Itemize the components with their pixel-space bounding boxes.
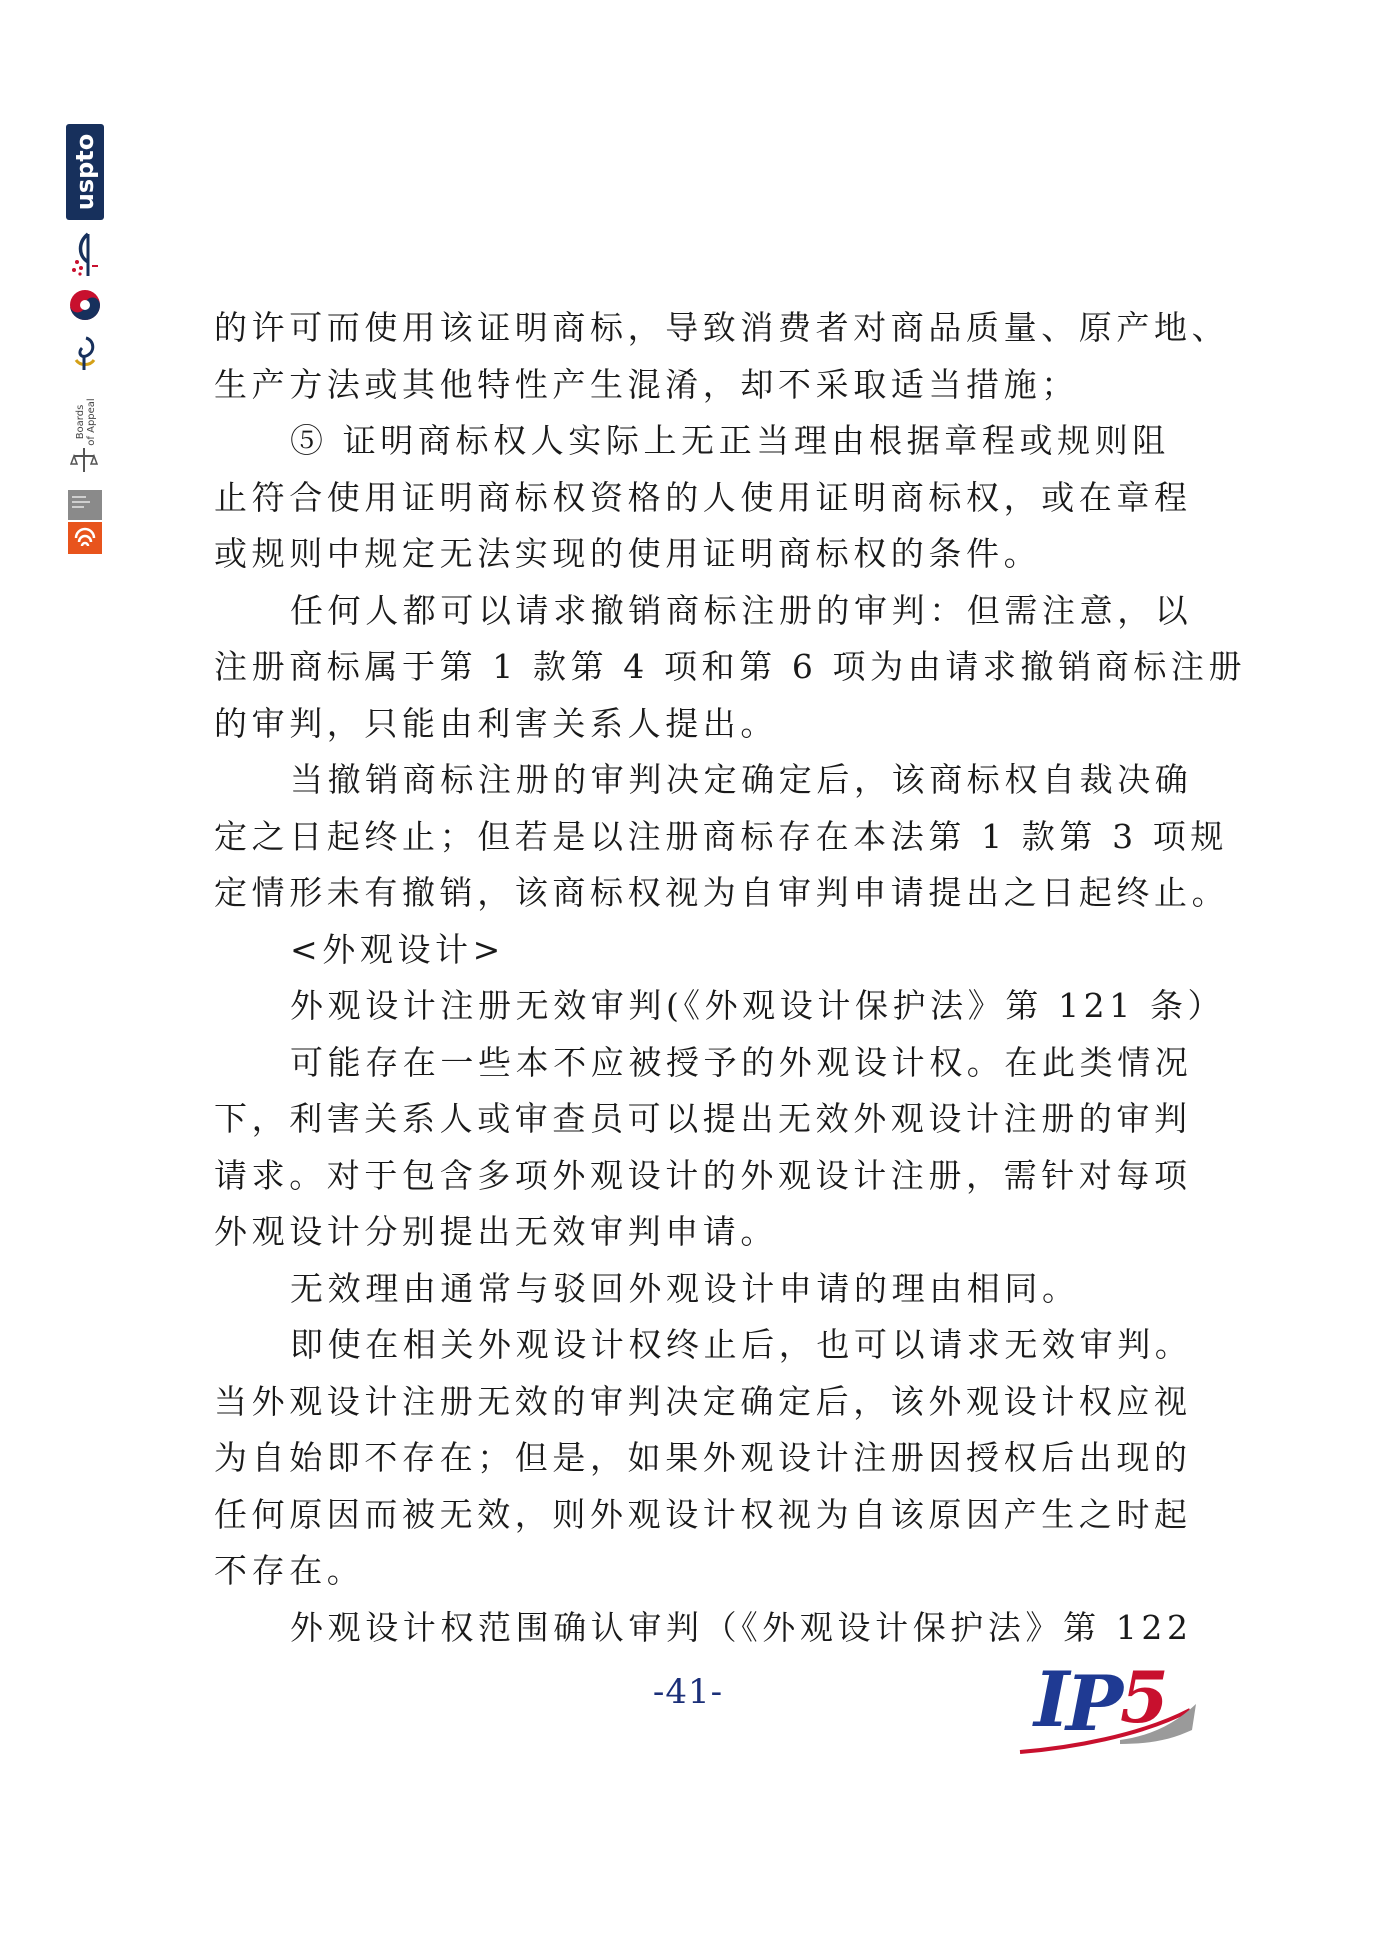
section-heading-design: <外观设计> (290, 929, 505, 969)
body-line-15: 下，利害关系人或审查员可以提出无效外观设计注册的审判 (214, 1099, 1192, 1138)
partner-logo-strip (62, 120, 108, 560)
svg-text:I: I (1034, 1655, 1070, 1744)
body-line-6: 任何人都可以请求撤销商标注册的审判：但需注意，以 (290, 590, 1193, 630)
body-line-8: 的审判，只能由利害关系人提出。 (214, 703, 778, 743)
euipo-logo-icon (68, 490, 102, 554)
cnipa-logo-icon (70, 334, 100, 374)
subheading-design-scope: 外观设计权范围确认审判（《外观设计保护法》第 122 (290, 1607, 1193, 1647)
body-line-5: 或规则中规定无法实现的使用证明商标权的条件。 (214, 534, 1042, 573)
jpo-logo-icon (68, 232, 102, 278)
body-line-10: 定之日起终止；但若是以注册商标存在本法第 1 款第 3 项规 (214, 816, 1228, 856)
body-line-14: 可能存在一些本不应被授予的外观设计权。在此类情况 (290, 1042, 1193, 1082)
boards-emblem-icon (70, 448, 98, 472)
body-line-9: 当撤销商标注册的审判决定确定后，该商标权自裁决确 (290, 760, 1193, 799)
uspto-logo (66, 124, 104, 220)
body-line-17: 外观设计分别提出无效审判申请。 (214, 1212, 778, 1251)
kipo-logo-icon (68, 288, 102, 322)
document-body (214, 300, 1247, 1656)
boards-of-appeal-logo (66, 388, 106, 472)
subheading-design-invalidation: 外观设计注册无效审判(《外观设计保护法》第 121 条） (290, 986, 1226, 1025)
boards-of-appeal-text: Boards of Appeal (75, 398, 97, 446)
body-line-3: ⑤ 证明商标权人实际上无正当理由根据章程或规则阻 (290, 421, 1170, 460)
ip5-logo (1000, 1640, 1200, 1760)
uspto-logo-text: uspto (71, 133, 99, 211)
body-line-11: 定情形未有撤销，该商标权视为自审判申请提出之日起终止。 (214, 873, 1230, 912)
body-line-18: 无效理由通常与驳回外观设计申请的理由相同。 (290, 1268, 1080, 1308)
body-line-4: 止符合使用证明商标权资格的人使用证明商标权，或在章程 (214, 477, 1192, 517)
body-line-23: 不存在。 (214, 1551, 365, 1590)
svg-text:5: 5 (1120, 1656, 1169, 1739)
body-line-19: 即使在相关外观设计权终止后，也可以请求无效审判。 (290, 1325, 1193, 1364)
body-line-7: 注册商标属于第 1 款第 4 项和第 6 项为由请求撤销商标注册 (214, 647, 1247, 686)
body-line-1: 的许可而使用该证明商标，导致消费者对商品质量、原产地、 (214, 308, 1230, 347)
body-line-20: 当外观设计注册无效的审判决定确定后，该外观设计权应视 (214, 1381, 1192, 1421)
body-line-2: 生产方法或其他特性产生混淆，却不采取适当措施； (214, 364, 1079, 404)
body-line-16: 请求。对于包含多项外观设计的外观设计注册，需针对每项 (214, 1155, 1192, 1195)
page-number: -41- (652, 1672, 724, 1712)
body-line-22: 任何原因而被无效，则外观设计权视为自该原因产生之时起 (214, 1494, 1192, 1534)
svg-text:P: P (1066, 1659, 1124, 1748)
body-line-21: 为自始即不存在；但是，如果外观设计注册因授权后出现的 (214, 1438, 1192, 1477)
